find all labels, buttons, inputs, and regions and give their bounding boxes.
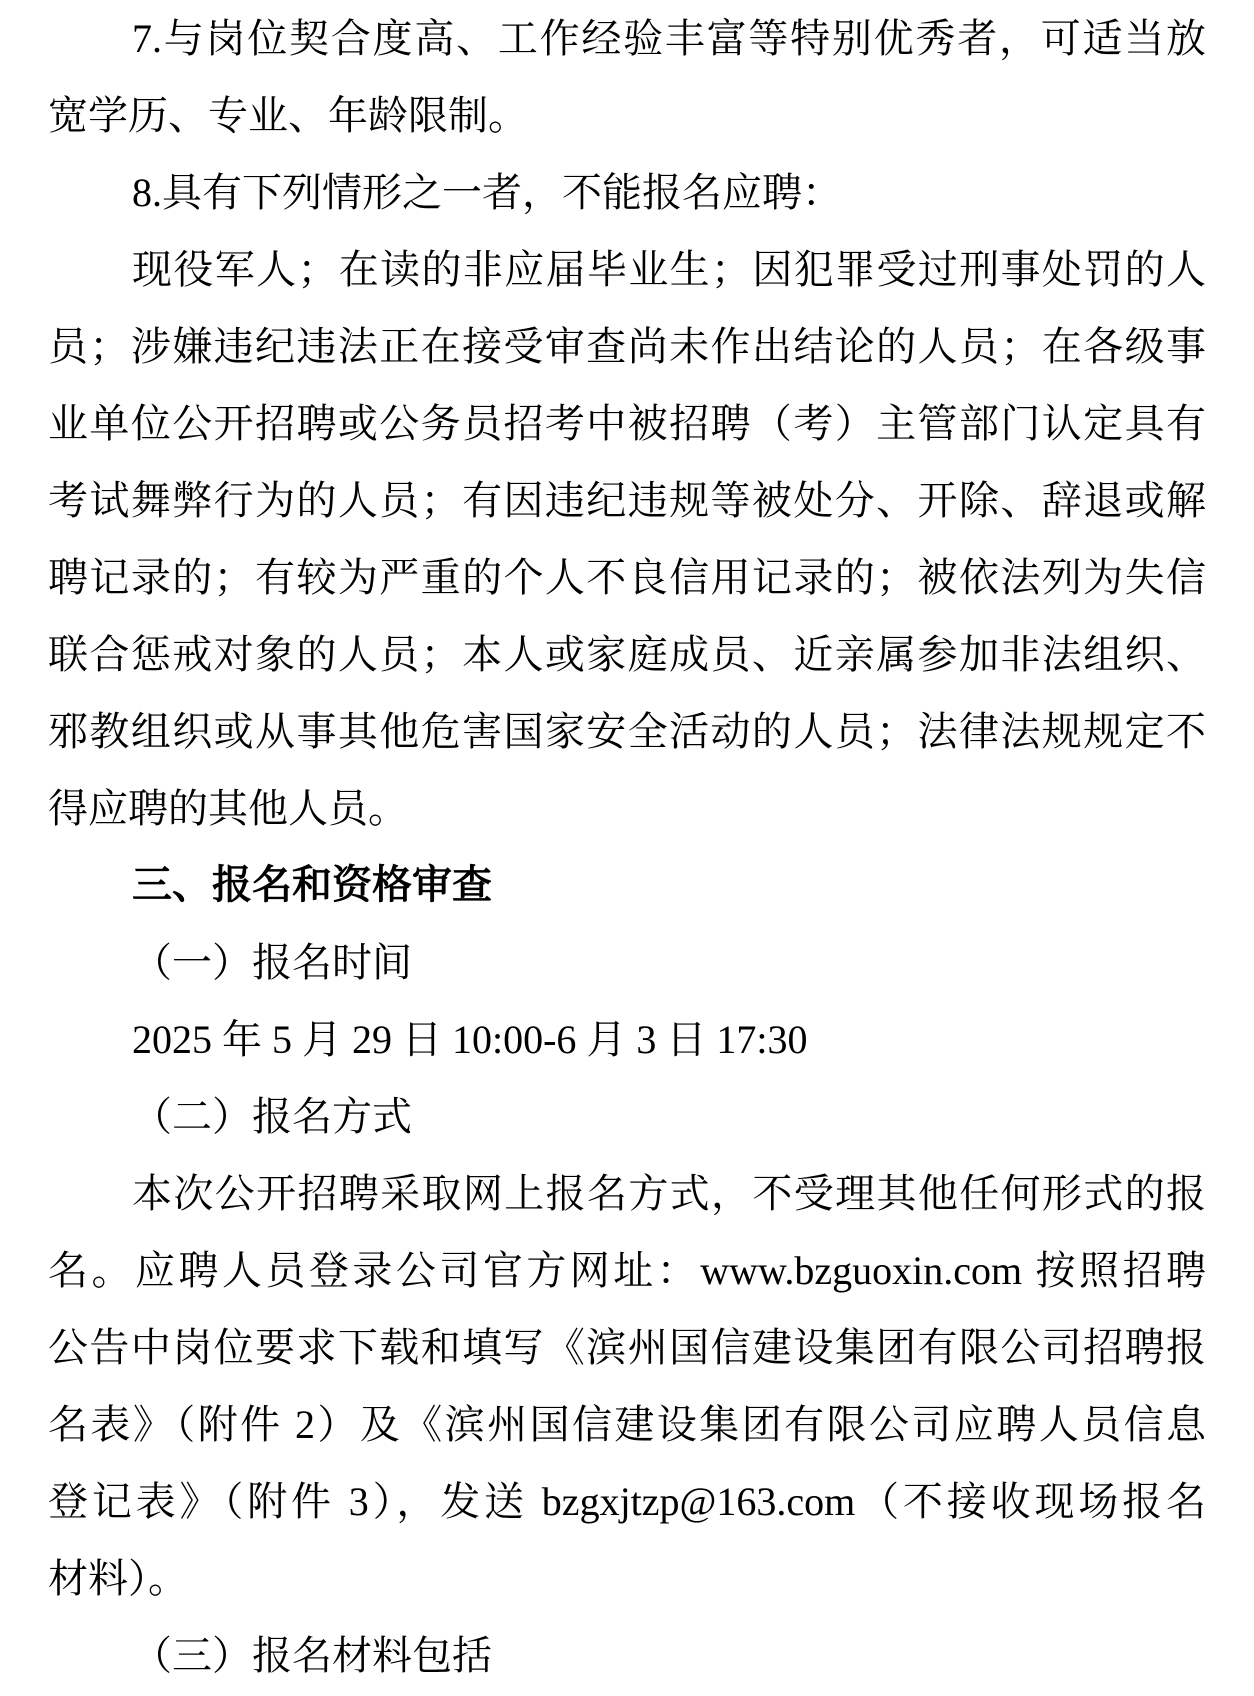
text-line: 材料）。 [48, 1556, 188, 1601]
text-line: 登记表》（附件 3），发送 bzgxjtzp@163.com（不接收现场报名 [48, 1479, 1206, 1524]
text-line: 考试舞弊行为的人员；有因违纪违规等被处分、开除、辞退或解 [48, 478, 1206, 523]
text-line: （三）报名材料包括 [132, 1633, 492, 1678]
text-line: 名表》（附件 2）及《滨州国信建设集团有限公司应聘人员信息 [48, 1402, 1206, 1447]
section-heading: 三、报名和资格审查 [132, 863, 492, 907]
text-line: 名。应聘人员登录公司官方网址：www.bzguoxin.com 按照招聘 [48, 1248, 1206, 1293]
text-line: （二）报名方式 [132, 1094, 412, 1139]
text-line: 联合惩戒对象的人员；本人或家庭成员、近亲属参加非法组织、 [48, 632, 1206, 677]
text-line: 得应聘的其他人员。 [48, 786, 408, 831]
text-line: 聘记录的；有较为严重的个人不良信用记录的；被依法列为失信 [48, 555, 1206, 600]
text-line: 业单位公开招聘或公务员招考中被招聘（考）主管部门认定具有 [48, 401, 1206, 446]
text-line: 本次公开招聘采取网上报名方式，不受理其他任何形式的报 [132, 1171, 1206, 1216]
text-line: 宽学历、专业、年龄限制。 [48, 93, 528, 138]
text-line: 现役军人；在读的非应届毕业生；因犯罪受过刑事处罚的人 [132, 247, 1206, 292]
text-line: 2025 年 5 月 29 日 10:00-6 月 3 日 17:30 [132, 1017, 808, 1062]
text-line: 8.具有下列情形之一者，不能报名应聘： [132, 170, 842, 215]
text-line: 邪教组织或从事其他危害国家安全活动的人员；法律法规规定不 [48, 709, 1206, 754]
text-line: 公告中岗位要求下载和填写《滨州国信建设集团有限公司招聘报 [48, 1325, 1206, 1370]
text-line: （一）报名时间 [132, 940, 412, 985]
text-line: 员；涉嫌违纪违法正在接受审查尚未作出结论的人员；在各级事 [48, 324, 1206, 369]
text-line: 7.与岗位契合度高、工作经验丰富等特别优秀者，可适当放 [132, 16, 1206, 61]
